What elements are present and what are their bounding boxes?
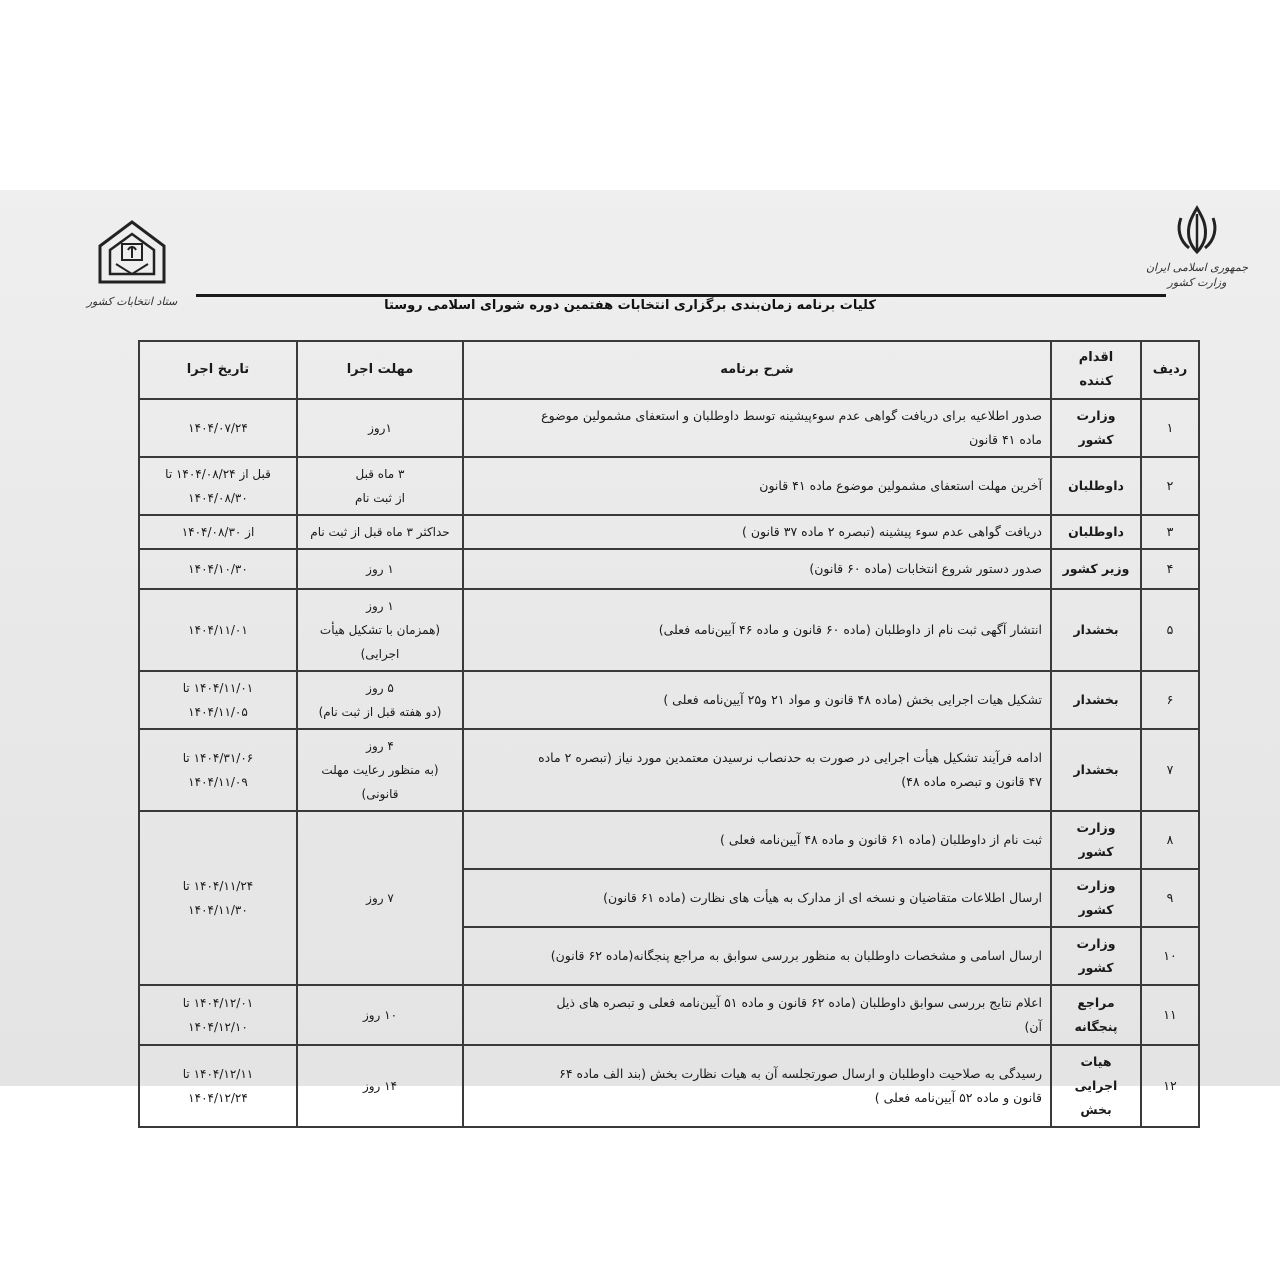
description-line: ارسال اسامی و مشخصات داوطلبان به منظور بررسی سوابق به مراجع پنجگانه(ماده ۶۲ قانون) <box>550 948 1042 963</box>
table-row <box>139 729 1199 811</box>
row-number-cell: ۵ <box>1141 589 1199 671</box>
date-line: ۱۴۰۴/۳۱/۰۶ تا <box>182 751 254 765</box>
date-line: ۱۴۰۴/۱۱/۳۰ <box>188 903 248 917</box>
actor-cell: وزارت کشور <box>1051 869 1141 927</box>
table-row <box>139 399 1199 457</box>
description-cell <box>463 729 1051 811</box>
duration-line: ۴ روز <box>366 739 394 753</box>
document-page <box>0 190 1280 1117</box>
description-cell <box>463 549 1051 589</box>
description-cell <box>463 671 1051 729</box>
duration-line: ۱۰ روز <box>362 1008 398 1022</box>
description-cell <box>463 515 1051 549</box>
header-description: شرح برنامه <box>463 341 1051 399</box>
duration-cell <box>297 671 463 729</box>
description-cell <box>463 1045 1051 1127</box>
actor-cell: وزارت کشور <box>1051 811 1141 869</box>
actor-cell: داوطلبان <box>1051 457 1141 515</box>
emblem-right-caption-1: جمهوری اسلامی ایران <box>1145 261 1249 274</box>
table-row <box>139 985 1199 1045</box>
date-line: ۱۴۰۴/۱۱/۰۱ تا <box>182 681 254 695</box>
description-cell <box>463 589 1051 671</box>
duration-line: ۱روز <box>368 421 392 435</box>
header-row-number: ردیف <box>1141 341 1199 399</box>
description-line: ادامه فرآیند تشکیل هیأت اجرایی در صورت به حدنصاب نرسیدن معتمدین مورد نیاز (تبصره ۲ ماده <box>538 750 1042 765</box>
table-row <box>139 515 1199 549</box>
actor-cell: وزیر کشور <box>1051 549 1141 589</box>
duration-line: (به منظور رعایت مهلت <box>321 763 439 777</box>
description-line: صدور دستور شروع انتخابات (ماده ۶۰ قانون) <box>809 561 1042 576</box>
row-number-cell: ۱ <box>1141 399 1199 457</box>
description-line: انتشار آگهی ثبت نام از داوطلبان (ماده ۶۰ قانون و ماده ۴۶ آیین‌نامه فعلی) <box>658 622 1042 637</box>
table-header-row <box>139 341 1199 399</box>
date-line: ۱۴۰۴/۱۱/۰۵ <box>188 705 248 719</box>
date-line: ۱۴۰۴/۱۲/۱۱ تا <box>182 1067 254 1081</box>
duration-line: (دو هفته قبل از ثبت نام) <box>318 705 442 719</box>
duration-cell <box>297 589 463 671</box>
description-line: ثبت نام از داوطلبان (ماده ۶۱ قانون و ماده ۴۸ آیین‌نامه فعلی ) <box>720 832 1042 847</box>
iran-emblem-logo <box>1142 204 1252 324</box>
description-line: ماده ۴۱ قانون <box>969 432 1042 447</box>
table-row <box>139 589 1199 671</box>
date-cell <box>139 1045 297 1127</box>
duration-line: ۵ روز <box>366 681 394 695</box>
date-cell <box>139 589 297 671</box>
row-number-cell: ۶ <box>1141 671 1199 729</box>
date-line: ۱۴۰۴/۱۰/۳۰ <box>188 562 248 576</box>
date-line: از ۱۴۰۴/۰۸/۳۰ <box>181 525 255 539</box>
description-line: صدور اطلاعیه برای دریافت گواهی عدم سوءپیشینه توسط داوطلبان و استعفای مشمولین موضوع <box>541 408 1042 423</box>
date-line: ۱۴۰۴/۱۱/۰۱ <box>188 623 248 637</box>
duration-line: ۳ ماه قبل <box>355 467 405 481</box>
actor-cell: بخشدار <box>1051 729 1141 811</box>
election-hq-logo <box>84 216 180 326</box>
row-number-cell: ۱۱ <box>1141 985 1199 1045</box>
actor-cell: هیات اجرایی بخش <box>1051 1045 1141 1127</box>
date-cell <box>139 515 297 549</box>
schedule-table <box>138 340 1200 1128</box>
description-line: رسیدگی به صلاحیت داوطلبان و ارسال صورتجلسه آن به هیات نظارت بخش (بند الف ماده ۶۴ <box>559 1066 1042 1081</box>
table-row <box>139 671 1199 729</box>
row-number-cell: ۱۲ <box>1141 1045 1199 1127</box>
duration-cell <box>297 399 463 457</box>
date-cell <box>139 985 297 1045</box>
description-cell <box>463 927 1051 985</box>
row-number-cell: ۹ <box>1141 869 1199 927</box>
row-number-cell: ۸ <box>1141 811 1199 869</box>
duration-line: قانونی) <box>361 787 399 801</box>
date-cell <box>139 729 297 811</box>
duration-line: (همزمان با تشکیل هیأت <box>319 623 441 637</box>
header-duration: مهلت اجرا <box>297 341 463 399</box>
description-cell <box>463 811 1051 869</box>
date-cell <box>139 549 297 589</box>
actor-cell: وزارت کشور <box>1051 399 1141 457</box>
description-line: اعلام نتایج بررسی سوابق داوطلبان (ماده ۶۲ قانون و ماده ۵۱ آیین‌نامه فعلی و تبصره های ذیل <box>556 995 1042 1010</box>
description-cell <box>463 985 1051 1045</box>
duration-line: ۱۴ روز <box>362 1079 398 1093</box>
date-cell <box>139 671 297 729</box>
duration-line: حداکثر ۳ ماه قبل از ثبت نام <box>310 525 450 539</box>
description-line: ارسال اطلاعات متقاضیان و نسخه ای از مدارک به هیأت های نظارت (ماده ۶۱ قانون) <box>603 890 1042 905</box>
ballot-box-icon <box>92 216 172 290</box>
header-actor: اقدام کننده <box>1051 341 1141 399</box>
table-row <box>139 1045 1199 1127</box>
date-cell <box>139 457 297 515</box>
duration-cell <box>297 811 463 985</box>
duration-cell <box>297 549 463 589</box>
actor-cell: بخشدار <box>1051 671 1141 729</box>
actor-cell: مراجع پنجگانه <box>1051 985 1141 1045</box>
description-cell <box>463 869 1051 927</box>
table-row <box>139 811 1199 869</box>
date-line: ۱۴۰۴/۱۲/۰۱ تا <box>182 996 254 1010</box>
description-line: قانون و ماده ۵۲ آیین‌نامه فعلی ) <box>874 1090 1042 1105</box>
description-line: دریافت گواهی عدم سوء پیشینه (تبصره ۲ ماده ۳۷ قانون ) <box>742 524 1042 539</box>
row-number-cell: ۳ <box>1141 515 1199 549</box>
duration-line: ۱ روز <box>366 562 394 576</box>
duration-cell <box>297 1045 463 1127</box>
description-line: آن) <box>1024 1019 1042 1034</box>
duration-line: ۱ روز <box>366 599 394 613</box>
date-cell <box>139 811 297 985</box>
duration-line: از ثبت نام <box>355 491 405 505</box>
date-line: ۱۴۰۴/۰۷/۲۴ <box>188 421 248 435</box>
iran-emblem-icon <box>1173 204 1221 256</box>
emblem-right-caption-2: وزارت کشور <box>1167 276 1227 289</box>
date-line: ۱۴۰۴/۱۲/۱۰ <box>188 1020 248 1034</box>
date-line: ۱۴۰۴/۱۲/۲۴ <box>188 1091 248 1105</box>
emblem-left-caption: ستاد انتخابات کشور <box>86 295 178 308</box>
row-number-cell: ۲ <box>1141 457 1199 515</box>
table-row <box>139 457 1199 515</box>
duration-cell <box>297 729 463 811</box>
row-number-cell: ۴ <box>1141 549 1199 589</box>
document-title: کلیات برنامه زمان‌بندی برگزاری انتخابات هفتمین دوره شورای اسلامی روستا <box>384 298 876 313</box>
duration-line: اجرایی) <box>360 647 400 661</box>
header-date: تاریخ اجرا <box>139 341 297 399</box>
description-cell <box>463 457 1051 515</box>
description-line: ۴۷ قانون و تبصره ماده ۴۸) <box>901 774 1042 789</box>
duration-cell <box>297 985 463 1045</box>
date-line: ۱۴۰۴/۱۱/۰۹ <box>188 775 248 789</box>
actor-cell: وزارت کشور <box>1051 927 1141 985</box>
duration-cell <box>297 515 463 549</box>
row-number-cell: ۷ <box>1141 729 1199 811</box>
date-line: قبل از ۱۴۰۴/۰۸/۲۴ تا <box>165 467 271 481</box>
date-line: ۱۴۰۴/۰۸/۳۰ <box>188 491 248 505</box>
date-cell <box>139 399 297 457</box>
date-line: ۱۴۰۴/۱۱/۲۴ تا <box>182 879 254 893</box>
row-number-cell: ۱۰ <box>1141 927 1199 985</box>
description-cell <box>463 399 1051 457</box>
duration-line: ۷ روز <box>366 891 394 905</box>
actor-cell: داوطلبان <box>1051 515 1141 549</box>
title-rule <box>196 294 1166 297</box>
actor-cell: بخشدار <box>1051 589 1141 671</box>
description-line: تشکیل هیات اجرایی بخش (ماده ۴۸ قانون و مواد ۲۱ و۲۵ آیین‌نامه فعلی ) <box>663 692 1042 707</box>
duration-cell <box>297 457 463 515</box>
table-row <box>139 549 1199 589</box>
description-line: آخرین مهلت استعفای مشمولین موضوع ماده ۴۱ قانون <box>759 478 1042 493</box>
